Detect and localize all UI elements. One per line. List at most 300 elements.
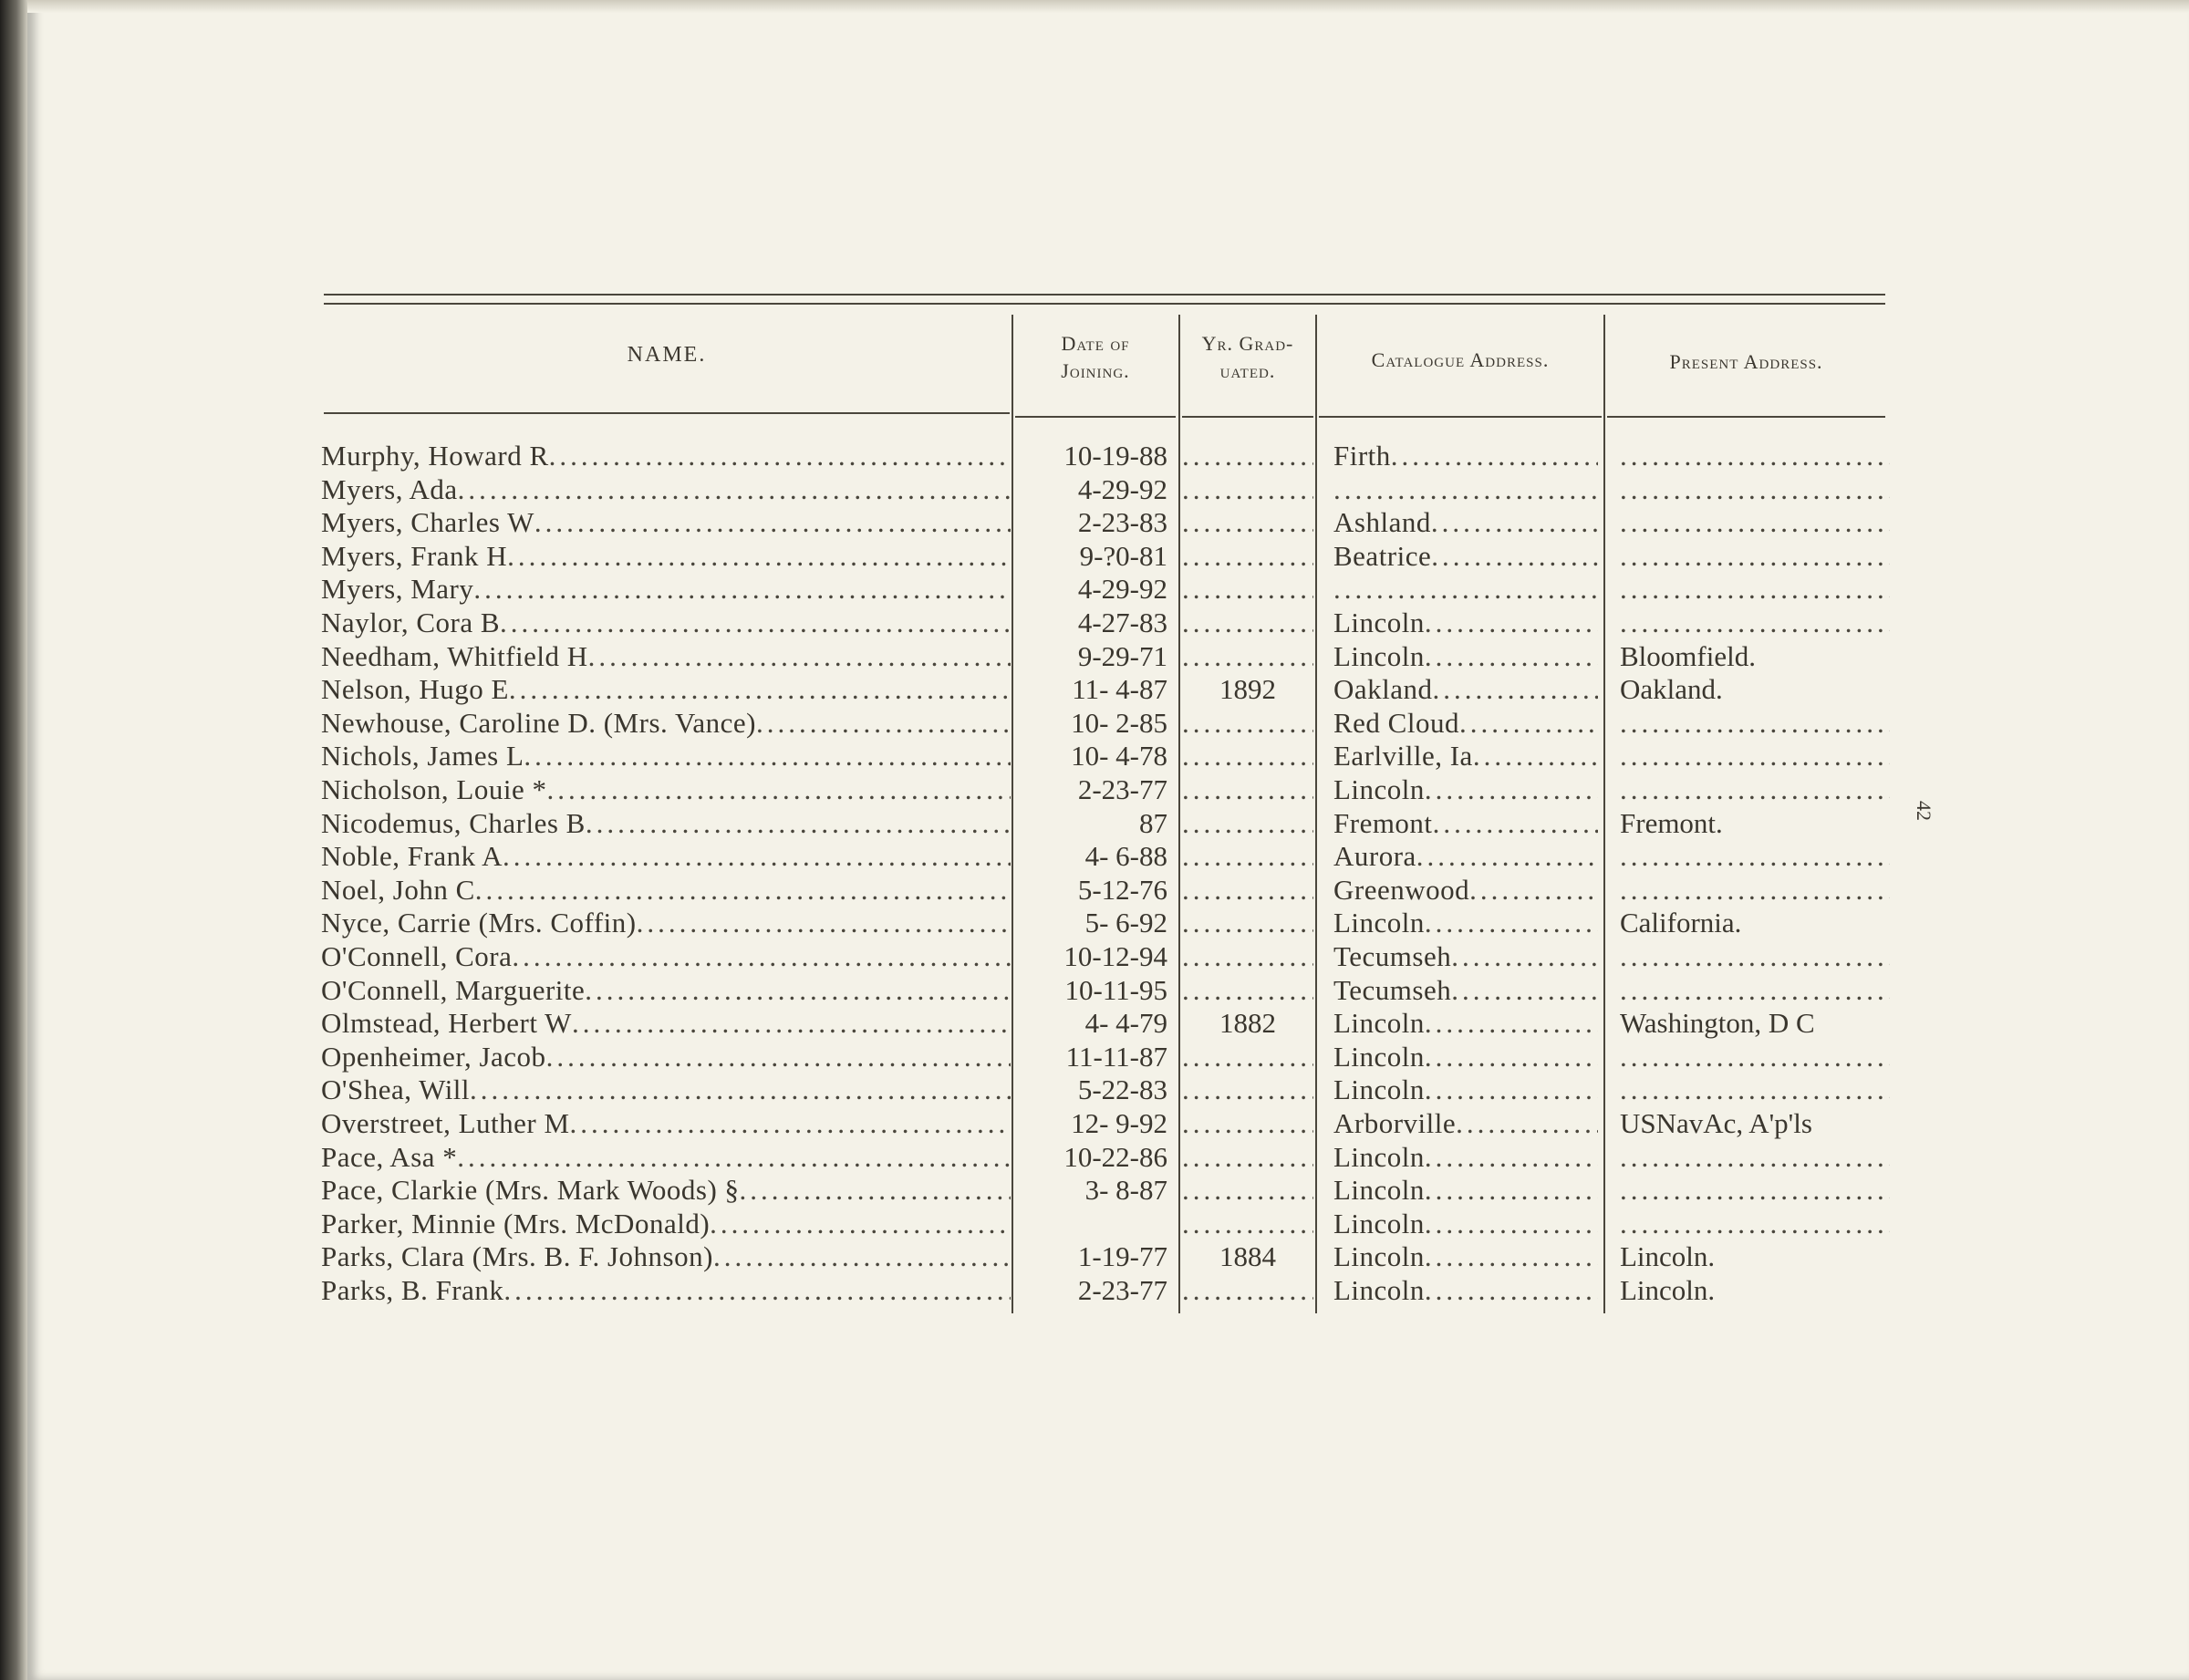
- catalogue-address: [1333, 1274, 1598, 1307]
- dot-leader: [1620, 773, 1890, 806]
- dot-leader: [473, 573, 1011, 606]
- member-name: [321, 1240, 1011, 1273]
- dot-leader: [507, 540, 1011, 573]
- dot-leader: [1620, 473, 1890, 506]
- catalogue-address-text: Aurora: [1333, 840, 1416, 872]
- catalogue-address: [1333, 440, 1598, 472]
- header-underline-grad: [1182, 416, 1313, 418]
- member-name: [321, 1007, 1011, 1040]
- dot-leader: [1620, 840, 1890, 873]
- catalogue-address: [1333, 807, 1598, 840]
- dot-leader: [547, 773, 1012, 806]
- year-graduated: [1182, 473, 1313, 506]
- member-name: [321, 540, 1011, 573]
- member-name: [321, 940, 1011, 973]
- catalogue-address: [1333, 673, 1598, 706]
- catalogue-address-text: Lincoln: [1333, 1073, 1425, 1105]
- member-name-text: Myers, Ada: [321, 473, 458, 505]
- header-catalogue-address: Catalogue Address.: [1371, 348, 1550, 371]
- dot-leader: [713, 1240, 1011, 1273]
- catalogue-address: [1333, 640, 1598, 673]
- catalogue-address: [1333, 473, 1598, 506]
- dot-leader: [1182, 1174, 1313, 1207]
- date-of-joining: 2-23-83: [1077, 506, 1167, 538]
- dot-leader: [1433, 673, 1598, 706]
- present-address: Fremont.: [1620, 807, 1723, 839]
- catalogue-address: [1333, 773, 1598, 806]
- dot-leader: [1182, 874, 1313, 907]
- catalogue-address-text: Fremont: [1333, 807, 1433, 839]
- dot-leader: [1431, 540, 1598, 573]
- dot-leader: [1459, 707, 1598, 740]
- year-graduated: [1182, 773, 1313, 806]
- table-row: [0, 640, 2189, 673]
- member-name: [321, 807, 1011, 840]
- catalogue-address-text: Firth: [1333, 440, 1391, 472]
- dot-leader: [546, 1041, 1011, 1073]
- catalogue-address: [1333, 974, 1598, 1007]
- dot-leader: [475, 874, 1011, 907]
- member-name-text: O'Shea, Will: [321, 1073, 471, 1105]
- member-name-text: Parks, Clara (Mrs. B. F. Johnson): [321, 1240, 713, 1272]
- year-graduated: [1182, 1107, 1313, 1140]
- dot-leader: [1425, 1073, 1598, 1106]
- catalogue-address-text: Tecumseh: [1333, 940, 1452, 972]
- member-name-text: Pace, Clarkie (Mrs. Mark Woods) §: [321, 1174, 740, 1206]
- dot-leader: [1182, 1107, 1313, 1140]
- year-graduated: [1182, 1073, 1313, 1106]
- catalogue-address: [1333, 506, 1598, 539]
- catalogue-address-text: Lincoln: [1333, 1208, 1425, 1239]
- dot-leader: [1451, 940, 1598, 973]
- dot-leader: [1182, 707, 1313, 740]
- present-address: [1620, 473, 1890, 506]
- catalogue-address-text: Lincoln: [1333, 907, 1425, 939]
- date-of-joining: 4- 4-79: [1084, 1007, 1167, 1039]
- dot-leader: [524, 740, 1011, 773]
- dot-leader: [470, 1073, 1011, 1106]
- member-name: [321, 1208, 1011, 1240]
- year-graduated: [1182, 874, 1313, 907]
- present-address: [1620, 773, 1890, 806]
- table-row: [0, 506, 2189, 539]
- member-name-text: Myers, Frank H: [321, 540, 508, 572]
- dot-leader: [1425, 640, 1598, 673]
- table-row: [0, 1073, 2189, 1106]
- year-graduated: [1182, 440, 1313, 472]
- date-of-joining: 10-11-95: [1064, 974, 1167, 1006]
- dot-leader: [1182, 1208, 1313, 1240]
- dot-leader: [1451, 974, 1598, 1007]
- present-address: Lincoln.: [1620, 1240, 1716, 1272]
- table-row: [0, 773, 2189, 806]
- dot-leader: [588, 640, 1011, 673]
- dot-leader: [1333, 573, 1598, 606]
- table-top-rule: [324, 294, 1885, 296]
- present-address: [1620, 607, 1890, 639]
- dot-leader: [1425, 773, 1598, 806]
- member-name-text: Nyce, Carrie (Mrs. Coffin): [321, 907, 637, 939]
- catalogue-address-text: Lincoln: [1333, 640, 1425, 672]
- catalogue-address: [1333, 1007, 1598, 1040]
- table-row: [0, 940, 2189, 973]
- year-graduated: [1182, 807, 1313, 840]
- year-graduated: [1182, 1240, 1313, 1273]
- dot-leader: [1620, 573, 1890, 606]
- dot-leader: [509, 673, 1011, 706]
- table-row: [0, 1041, 2189, 1073]
- member-name: [321, 907, 1011, 939]
- table-row: [0, 573, 2189, 606]
- catalogue-address-text: Earlville, Ia: [1333, 740, 1473, 772]
- catalogue-address: [1333, 1141, 1598, 1174]
- dot-leader: [1425, 1141, 1598, 1174]
- present-address: [1620, 874, 1890, 907]
- table-row: [0, 840, 2189, 873]
- catalogue-address-text: Arborville: [1333, 1107, 1457, 1139]
- catalogue-address-text: Oakland: [1333, 673, 1433, 705]
- catalogue-address: [1333, 1107, 1598, 1140]
- member-name-text: Openheimer, Jacob: [321, 1041, 546, 1073]
- table-row: [0, 1208, 2189, 1240]
- member-name: [321, 673, 1011, 706]
- member-name-text: Olmstead, Herbert W: [321, 1007, 572, 1039]
- catalogue-address-text: Lincoln: [1333, 607, 1425, 638]
- present-address: [1620, 573, 1890, 606]
- table-top-rule-2: [324, 303, 1885, 305]
- dot-leader: [1620, 607, 1890, 639]
- dot-leader: [1182, 607, 1313, 639]
- date-of-joining: 5-22-83: [1077, 1073, 1167, 1105]
- member-name: [321, 1107, 1011, 1140]
- dot-leader: [1391, 440, 1598, 472]
- table-row: [0, 540, 2189, 573]
- date-of-joining: 10- 4-78: [1071, 740, 1167, 772]
- member-name: [321, 840, 1011, 873]
- date-of-joining: 11- 4-87: [1072, 673, 1167, 705]
- year-graduated-text: 1892: [1219, 673, 1276, 705]
- member-name: [321, 1174, 1011, 1207]
- date-of-joining: 4-29-92: [1077, 473, 1167, 505]
- date-of-joining: 9-29-71: [1077, 640, 1167, 672]
- date-of-joining: 3- 8-87: [1084, 1174, 1167, 1206]
- member-name: [321, 874, 1011, 907]
- dot-leader: [1620, 506, 1890, 539]
- catalogue-address: [1333, 874, 1598, 907]
- year-graduated: [1182, 707, 1313, 740]
- dot-leader: [637, 907, 1011, 939]
- dot-leader: [1182, 773, 1313, 806]
- dot-leader: [1182, 940, 1313, 973]
- present-address: [1620, 740, 1890, 773]
- member-name: [321, 1073, 1011, 1106]
- member-name-text: Myers, Mary: [321, 573, 474, 605]
- date-of-joining: 5- 6-92: [1084, 907, 1167, 939]
- member-name: [321, 640, 1011, 673]
- member-name-text: O'Connell, Marguerite: [321, 974, 586, 1006]
- table-row: [0, 974, 2189, 1007]
- dot-leader: [1620, 1041, 1890, 1073]
- year-graduated: [1182, 940, 1313, 973]
- dot-leader: [1620, 940, 1890, 973]
- dot-leader: [1469, 874, 1598, 907]
- date-of-joining: 10-22-86: [1063, 1141, 1167, 1173]
- catalogue-address: [1333, 540, 1598, 573]
- header-name: NAME.: [627, 343, 707, 367]
- catalogue-address-text: Red Cloud: [1333, 707, 1459, 739]
- dot-leader: [457, 1141, 1011, 1174]
- date-of-joining: 4- 6-88: [1084, 840, 1167, 872]
- year-graduated: [1182, 907, 1313, 939]
- date-of-joining: 2-23-77: [1077, 773, 1167, 805]
- present-address: [1620, 440, 1890, 472]
- table-row: [0, 1174, 2189, 1207]
- header-underline-catalogue: [1319, 416, 1602, 418]
- catalogue-address: [1333, 1041, 1598, 1073]
- dot-leader: [1182, 840, 1313, 873]
- date-of-joining: 4-27-83: [1077, 607, 1167, 638]
- catalogue-address: [1333, 1073, 1598, 1106]
- year-graduated: [1182, 1208, 1313, 1240]
- table-row: [0, 440, 2189, 472]
- present-address: [1620, 540, 1890, 573]
- header-grad-line2: uated.: [1219, 359, 1276, 382]
- dot-leader: [1182, 1274, 1313, 1307]
- year-graduated: [1182, 1274, 1313, 1307]
- member-name-text: Noel, John C: [321, 874, 475, 906]
- member-name-text: Needham, Whitfield H: [321, 640, 588, 672]
- member-name: [321, 1141, 1011, 1174]
- present-address: California.: [1620, 907, 1742, 939]
- date-of-joining: 11-11-87: [1065, 1041, 1167, 1073]
- catalogue-address: [1333, 940, 1598, 973]
- dot-leader: [1425, 907, 1598, 939]
- dot-leader: [585, 974, 1011, 1007]
- present-address: [1620, 506, 1890, 539]
- date-of-joining: 1-19-77: [1077, 1240, 1167, 1272]
- member-name-text: Parks, B. Frank: [321, 1274, 504, 1306]
- dot-leader: [512, 940, 1011, 973]
- dot-leader: [710, 1208, 1011, 1240]
- catalogue-address-text: Lincoln: [1333, 1007, 1425, 1039]
- catalogue-address: [1333, 607, 1598, 639]
- dot-leader: [1182, 974, 1313, 1007]
- dot-leader: [740, 1174, 1011, 1207]
- table-row: [0, 673, 2189, 706]
- member-name-text: Murphy, Howard R: [321, 440, 549, 472]
- member-name: [321, 506, 1011, 539]
- date-of-joining: 5-12-76: [1077, 874, 1167, 906]
- dot-leader: [1620, 974, 1890, 1007]
- year-graduated: [1182, 1007, 1313, 1040]
- table-row: [0, 1007, 2189, 1040]
- dot-leader: [1182, 740, 1313, 773]
- present-address: [1620, 1141, 1890, 1174]
- header-present-address: Present Address.: [1669, 350, 1823, 373]
- member-name: [321, 974, 1011, 1007]
- member-name-text: Nelson, Hugo E: [321, 673, 509, 705]
- catalogue-address: [1333, 840, 1598, 873]
- year-graduated: [1182, 640, 1313, 673]
- dot-leader: [1425, 1240, 1598, 1273]
- dot-leader: [1425, 607, 1598, 639]
- catalogue-address-text: Tecumseh: [1333, 974, 1452, 1006]
- table-row: [0, 1141, 2189, 1174]
- year-graduated: [1182, 607, 1313, 639]
- present-address: [1620, 1208, 1890, 1240]
- catalogue-address: [1333, 1174, 1598, 1207]
- member-name-text: Nichols, James L: [321, 740, 524, 772]
- present-address: Lincoln.: [1620, 1274, 1716, 1306]
- catalogue-address-text: Greenwood: [1333, 874, 1470, 906]
- dot-leader: [1416, 840, 1598, 873]
- dot-leader: [1433, 807, 1598, 840]
- year-graduated: [1182, 1174, 1313, 1207]
- present-address: [1620, 1041, 1890, 1073]
- dot-leader: [586, 807, 1011, 840]
- catalogue-address: [1333, 1208, 1598, 1240]
- dot-leader: [1620, 874, 1890, 907]
- dot-leader: [756, 707, 1011, 740]
- table-row: [0, 607, 2189, 639]
- present-address: Washington, D C: [1620, 1007, 1815, 1039]
- catalogue-address-text: Lincoln: [1333, 1041, 1425, 1073]
- date-of-joining: 9-?0-81: [1079, 540, 1167, 572]
- catalogue-address-text: Lincoln: [1333, 773, 1425, 805]
- dot-leader: [1425, 1041, 1598, 1073]
- catalogue-address: [1333, 740, 1598, 773]
- member-name: [321, 473, 1011, 506]
- year-graduated: [1182, 573, 1313, 606]
- dot-leader: [1182, 540, 1313, 573]
- dot-leader: [458, 473, 1011, 506]
- dot-leader: [1473, 740, 1598, 773]
- present-address: [1620, 707, 1890, 740]
- table-row: [0, 473, 2189, 506]
- dot-leader: [1182, 1141, 1313, 1174]
- dot-leader: [549, 440, 1011, 472]
- dot-leader: [1182, 573, 1313, 606]
- member-name-text: Overstreet, Luther M: [321, 1107, 570, 1139]
- present-address: [1620, 974, 1890, 1007]
- date-of-joining: 4-29-92: [1077, 573, 1167, 605]
- dot-leader: [1425, 1007, 1598, 1040]
- present-address: [1620, 840, 1890, 873]
- catalogue-address-text: Lincoln: [1333, 1174, 1425, 1206]
- date-of-joining: 10- 2-85: [1071, 707, 1167, 739]
- dot-leader: [1620, 440, 1890, 472]
- member-name-text: Newhouse, Caroline D. (Mrs. Vance): [321, 707, 757, 739]
- member-name-text: O'Connell, Cora: [321, 940, 513, 972]
- date-of-joining: [1020, 1208, 1167, 1240]
- dot-leader: [1620, 740, 1890, 773]
- year-graduated: [1182, 540, 1313, 573]
- date-of-joining: 12- 9-92: [1071, 1107, 1167, 1139]
- table-row: [0, 1274, 2189, 1307]
- catalogue-address: [1333, 707, 1598, 740]
- year-graduated: [1182, 673, 1313, 706]
- dot-leader: [1620, 1174, 1890, 1207]
- member-name: [321, 440, 1011, 472]
- dot-leader: [1182, 473, 1313, 506]
- dot-leader: [500, 607, 1011, 639]
- dot-leader: [1620, 1141, 1890, 1174]
- catalogue-address-text: Beatrice: [1333, 540, 1432, 572]
- year-graduated: [1182, 1141, 1313, 1174]
- dot-leader: [1620, 1073, 1890, 1106]
- member-name-text: Myers, Charles W: [321, 506, 534, 538]
- dot-leader: [1620, 540, 1890, 573]
- member-name-text: Parker, Minnie (Mrs. McDonald): [321, 1208, 711, 1239]
- present-address: Oakland.: [1620, 673, 1723, 705]
- year-graduated-text: 1884: [1219, 1240, 1276, 1272]
- header-underline-present: [1607, 416, 1885, 418]
- table-row: [0, 1107, 2189, 1140]
- dot-leader: [1182, 440, 1313, 472]
- dot-leader: [1456, 1107, 1598, 1140]
- dot-leader: [503, 1274, 1011, 1307]
- present-address: [1620, 940, 1890, 973]
- dot-leader: [1425, 1174, 1598, 1207]
- catalogue-address-text: Ashland: [1333, 506, 1431, 538]
- year-graduated: [1182, 974, 1313, 1007]
- date-of-joining: 87: [1139, 807, 1167, 839]
- header-underline-date: [1015, 416, 1176, 418]
- dot-leader: [1620, 1208, 1890, 1240]
- dot-leader: [1182, 807, 1313, 840]
- dot-leader: [1431, 506, 1598, 539]
- dot-leader: [572, 1007, 1011, 1040]
- member-name: [321, 707, 1011, 740]
- year-graduated-text: 1882: [1219, 1007, 1276, 1039]
- member-name-text: Noble, Frank A: [321, 840, 503, 872]
- member-name-text: Nicholson, Louie *: [321, 773, 547, 805]
- year-graduated: [1182, 506, 1313, 539]
- table-row: [0, 907, 2189, 939]
- page-number: 42: [1913, 801, 1935, 821]
- date-of-joining: 2-23-77: [1077, 1274, 1167, 1306]
- dot-leader: [570, 1107, 1011, 1140]
- dot-leader: [1425, 1274, 1598, 1307]
- page-top-edge: [27, 0, 2189, 13]
- dot-leader: [1182, 907, 1313, 939]
- present-address: Bloomfield.: [1620, 640, 1756, 672]
- present-address: [1620, 1174, 1890, 1207]
- present-address: [1620, 1073, 1890, 1106]
- dot-leader: [1620, 707, 1890, 740]
- table-row: [0, 1240, 2189, 1273]
- year-graduated: [1182, 740, 1313, 773]
- catalogue-address-text: Lincoln: [1333, 1141, 1425, 1173]
- header-underline-name: [324, 412, 1010, 414]
- member-name-text: Nicodemus, Charles B: [321, 807, 586, 839]
- dot-leader: [1182, 1073, 1313, 1106]
- table-row: [0, 807, 2189, 840]
- header-date-line1: Date of: [1061, 332, 1130, 355]
- catalogue-address: [1333, 907, 1598, 939]
- table-row: [0, 707, 2189, 740]
- year-graduated: [1182, 1041, 1313, 1073]
- catalogue-address-text: Lincoln: [1333, 1274, 1425, 1306]
- table-row: [0, 740, 2189, 773]
- member-name: [321, 740, 1011, 773]
- member-name-text: Pace, Asa *: [321, 1141, 458, 1173]
- member-name: [321, 773, 1011, 806]
- dot-leader: [1425, 1208, 1598, 1240]
- member-name: [321, 573, 1011, 606]
- table-row: [0, 874, 2189, 907]
- year-graduated: [1182, 840, 1313, 873]
